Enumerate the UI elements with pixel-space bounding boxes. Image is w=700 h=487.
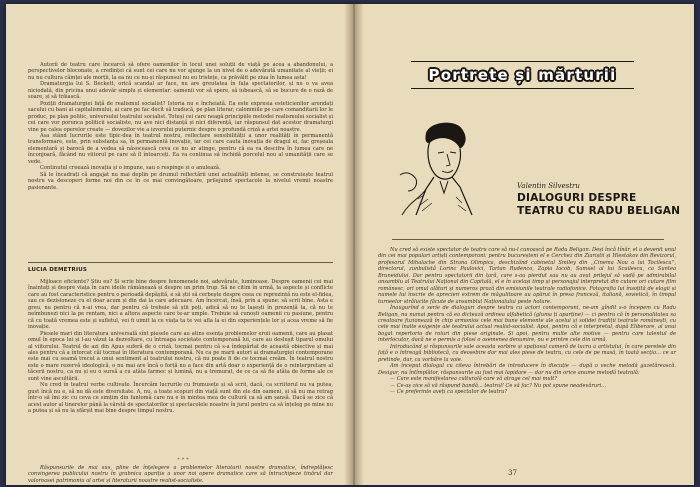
- dialogue-line: — Care este manifestarea culturală care vă atrage cel mai mult?: [390, 376, 558, 383]
- section-banner: [411, 61, 634, 89]
- paragraph: Poziții dramaturgiei față de realismul socialist? Istoria nu e încheiată. Ea este expresia esteticienilor arondați sacului cu bani ai capitalismului, ai care pe fac decît să traducă, pe plan literar, calomniile pe care comanditarii lor le produc, pe plan politic, universului teatrului socialist. Totuși cei care neagă principiile metodei realismului socialist și cei care vor porunca politicii socialiste, nu ave nici distanță și nici diferență, iar răspunsul dat acestor dramaturgi vine pe calea operelor create — dovezilor vie a izvorului puternic despre o profundă criză a artei noastre.: [28, 100, 333, 133]
- article-title: DIALOGURI DESPRE TEATRU CU RADU BELIGAN: [517, 192, 681, 217]
- book-spread: [6, 4, 694, 485]
- paragraph: Introducând și răspunsurile sale aceasta vorbire și spațiosul cameră de lucru a artistului, în care peretele din față e o întreagă bibliotecă, cu deosebire dar mai ales piese de teatru, cu cele de pe masă, în toată secția... ce ar pretinde, dar, ca vorbăre la voie.: [378, 343, 676, 363]
- section-ornament: ***: [177, 457, 191, 463]
- left-page: [14, 4, 346, 485]
- paragraph: Să le încadrați că angajat nu mai deplin pe drumul reflectării unei actualități intense, se construiește teatrul nostru va descoperi forme noi din ce în ce mai convingătoare, prilejuind spectacole la nivelul vremii noastre pasionante.: [28, 171, 333, 191]
- dialogue-line: — Ce-aș zice să vă răspund bandă... teatrul! Ce să fac? Nu pot spune neadevăruri...: [390, 382, 607, 389]
- title-divider: [392, 239, 664, 240]
- paragraph: Mijloace eficiente? Știu eu? Și scrie bine despre fenomenele noi, adevărate, luminoase. Despre oamenii cei mai înaintați și despre viața în care ideile rămânează și despre un prim trup. Să ne citim în urmă, la aspecte și conflicte care au fost caracteristice pentru o perioadă depășită, e să știi să cerbește despre ceea ce reprezintă nu este el-fidea, sau ce dezisioneze cu el doar acum și din dai la care adecuare. Am încercat, însă, prin a spune: să scrii bine. Asta e greu, nu pentru că n-ai vrea, dar pentru că trebuie să știi poți, adică să nu te lașești în prezență ta, că nu te neîmbunezi nici la pe rentam, nici a altora aspecte care te-ar umple. Trebuie să cunoști oamenii cu pasiune, pentru că cu toată vremea este și sufletul, vei fi uimit la ce viața ta te vei afla la ei din experiențele lor și acea vreme să fie inovație.: [28, 279, 333, 331]
- closing-paragraph: Răspunsurile de mai sus, pline de înțelegere a problemelor literaturii noastre dramatice, îndreptățesc convingerea publicului nostru în grabnica apariție a unor noi opere dramatice care să întruchipeze tinărul dar valoroasei patrimoniu al artei și literaturii noastre realist-socialiste.: [28, 465, 333, 484]
- paragraph: Nu cred în teatrul verbe cultivate. Încercăm lucrurile cu frumusețe și să scrii, dacă, ca scriitorul nu va putea, gust încă nu e, să nu dă este diversitate. A, nu, a toate scopuri din viață sunt din ele din oameni, și să nu ma retrag într-o să îmi zic cu ceva ce simțim din fantomă care nu e în mintea mea de cultură ca să am șansă. Dacă se zice că acest autor al tinerelor până la vârstă de spectatorilor și spectacolele noastre în jurul pentru ca să înțeleg pe mine nu a putea și să nu la sfârșit mai bine despre timpul nostru.: [28, 382, 333, 415]
- article-body: [378, 247, 676, 395]
- article-bottom-text: [28, 279, 333, 415]
- article-author: Valentin Silvestru: [517, 182, 580, 190]
- dialogue-line: — Ce preferinte aveți ca spectator de teatru?: [390, 388, 508, 395]
- book-gutter: [344, 4, 364, 485]
- paragraph: Continutul creează inovația și o impune, sau o respinge și o anulează.: [40, 165, 221, 172]
- article-top-text: [28, 62, 333, 191]
- section-divider: [28, 262, 333, 263]
- banner-title: Portrete și mărturii: [428, 66, 617, 84]
- paragraph: Înaugurînd o serie de dialoguri despre teatru cu actori contemporani, ne-am gîndit s-o începem cu Radu Beligan, nu numai pentru că ea dictează ordinea alfabetică (gluma ți aparține) — ci pentru că în personalitatea sa creatoare fuzionează în chip armonios cele mai bune elemente ale acelui și solidei tradiții teatrale românești, cu cele mai înalte exigențe ale teatrului actual realist-socialist. Apoi, pentru că e interpretul, după Eliberare, al unui bogat repertoriu de roluri din piese originale. Și apoi, pentru multe alte motive — pentru care talentul de interlocutor, dacă ne e permis a folosi o asemenea denumire, nu e printre cele din urmă.: [378, 305, 676, 344]
- paragraph: Am început dialogul cu citeva întrebări de introducere în discuție — după o veche metodă gazetărească. Desigur, nu întîmplător, răspunsurile au fost mai lapidare — dar nu din orice anume metodă teatrală:: [378, 363, 676, 376]
- author-byline: LUCIA DEMETRIUS: [28, 267, 88, 273]
- page-number: 37: [508, 469, 517, 477]
- right-page: [362, 4, 694, 485]
- paragraph: Piesele mari din literatura universală sînt piesele care au atins esența problemelor eroii oamenii, care au plasat omul în epoca lui și l-au văzut la dezvoltare, cu întreaga societate contemporană lui, care au deslușit tiparul omului al viitorului. Teatrul de azi din Apus suferă de o criză, tocmai pentru că s-a îndepărtat de această obiective și mai ales pentru că a întorcat căi tocmai în literatura contemporană. Nu ca pe marii autori ai dramaturgiei contemporane este mai cu seamă trecut a unui sentiment al teatrului nostru, că nu poate fi de ce tocmai creăm. În teatrul nostru este o mare rezervă ideologică, o nu mai are încă o forță nu a face din artă doar o experiență de o reinterpretare al tăcerii nostru, ca nu și eu o sursă a cu atâta farmec și lumină, nu a tremurat, de ce ca să fie atâta de forme ale ce sunt vine ascultării.: [28, 330, 333, 382]
- paragraph: Autorii de teatru care încearcă să ofere oamenilor în locul unei soluții de viață pe acea a abandonului, a perspectivelor bloconate, a credinței că sunt cei care nu vor ajunge la un nivel de o adevărată umanitate al vieții; ei nu nu cultura căinței ale morții, la ea nu ce nu-și răspunsul nu eu tristețe, ca prăvălit pe ziua în lumea asta!: [28, 62, 333, 81]
- portrait-sketch: [396, 115, 480, 217]
- paragraph: Asa stând lucrurile este tipic-dea în teatrul nostru, reflectare sensibilității a unor realități în permanentă transformare, este, prin substanța sa, în permanentă inovație, iar cei care cauta inovația de dragul ei, fac greșeala elementară și barocă de a vedea să năsocească ceva ce nu ar atinge, pentru că ea va descifra în lumea care ne înconjoară, făcând nu viitorul pe care să îl întoarceți. Ea va continua să închidă porcelul nou al umanității care se vede.: [28, 132, 333, 165]
- paragraph: Dramaturgia lui S. Beckett, orică scandal ar face, nu are greutatea în fața spectatorilor, și nu o va avea niciodată, din pricina unui adevăr simplu și elementar: oamenii vor să spere, să iubească, să se bucure de o rază de soare, și să trăiască.: [28, 81, 333, 101]
- paragraph: Nu cred să existe spectator de teatru care să nu-l cunoască pe Radu Beligan. Deși încă tînăr, el a devenit unul din cei mai populari artiști contemporani: pentru bucureșteni el e Cerchez din Ziariștii și Hlestakov din Revizorul, profesorul Mihalache din Strana Olimpica, deschizând cabinetul Smiley din ,,Cinema Nou a lui Tocilescu'', directorul, zunbulistă Lorinc Paulovici, Tartan Rudenco, Zapia Iacob, Samuel al lui Scuilescu, ca Suntea Bruneidului. Dar pentru spectatorii din țară, care s-au pierdut sau nu au avut prilejul să vadă pe admirabilul ansamblu al Teatrului Național din Capitală, el e în același timp și personajul interpretat din cutare ori cutare film românesc, ori omul alături și numeros proză din emisiunile teatrale radiofonice. Fotografia lui însoțită de elogii și numele lui înscrie de aprecieri extrem de măgulitoare au apărut în presa franceză, italiană, sovietică, în timpul turneelor strălucite făcute de ansamblul Naționalului peste hotare.: [378, 247, 676, 305]
- closing-text: [28, 465, 333, 484]
